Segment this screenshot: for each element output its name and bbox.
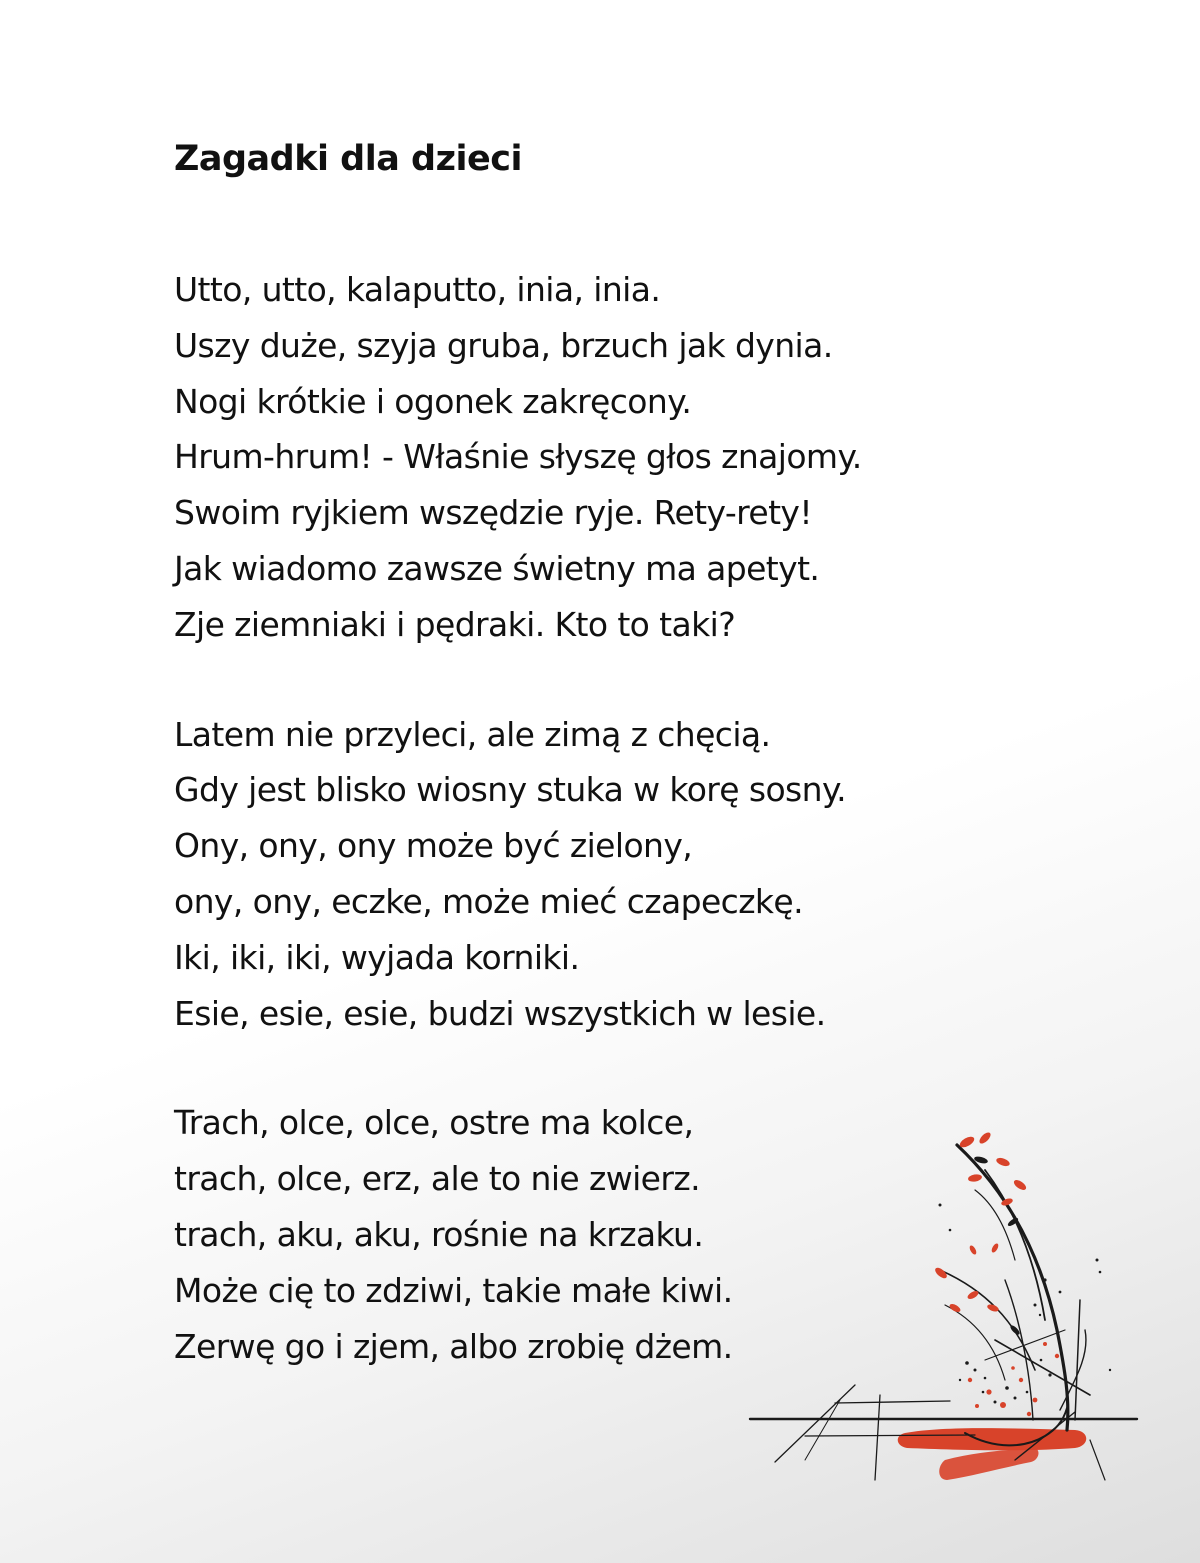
verse-line: Hrum-hrum! - Właśnie słyszę głos znajomy. (174, 437, 862, 477)
red-splatter (968, 1342, 1059, 1416)
verse-line: ony, ony, eczke, może mieć czapeczkę. (174, 881, 804, 921)
riddle-stanza-2 (174, 707, 1074, 1042)
verse-line: Gdy jest blisko wiosny stuka w korę sosny. (174, 770, 847, 810)
verse-line: Trach, olce, olce, ostre ma kolce, (174, 1103, 694, 1143)
verse-line: Swoim ryjkiem wszędzie ryje. Rety-rety! (174, 493, 812, 533)
verse-line: Może cię to zdziwi, takie małe kiwi. (174, 1270, 733, 1310)
verse-line: Esie, esie, esie, budzi wszystkich w lesie. (174, 993, 826, 1033)
verse-line: Latem nie przyleci, ale zimą z chęcią. (174, 714, 771, 754)
verse-line: Nogi krótkie i ogonek zakręcony. (174, 381, 692, 421)
riddle-stanza-1 (174, 262, 1074, 653)
verse-line: Iki, iki, iki, wyjada korniki. (174, 937, 580, 977)
verse-line: Ony, ony, ony może być zielony, (174, 826, 693, 866)
red-brush-stroke (898, 1428, 1087, 1480)
ink-branches (940, 1145, 1086, 1430)
ink-branch-illustration-icon (745, 1130, 1145, 1510)
verse-line: trach, olce, erz, ale to nie zwierz. (174, 1159, 700, 1199)
verse-line: Zerwę go i zjem, albo zrobię dżem. (174, 1326, 733, 1366)
page-title: Zagadki dla dzieci (174, 139, 522, 179)
ink-ground-lines (750, 1300, 1137, 1480)
verse-line: Utto, utto, kalaputto, inia, inia. (174, 270, 661, 309)
verse-line: Jak wiadomo zawsze świetny ma apetyt. (174, 548, 820, 588)
verse-line: trach, aku, aku, rośnie na krzaku. (174, 1214, 704, 1254)
verse-line: Uszy duże, szyja gruba, brzuch jak dynia. (174, 325, 833, 365)
verse-line: Zje ziemniaki i pędraki. Kto to taki? (174, 604, 736, 644)
